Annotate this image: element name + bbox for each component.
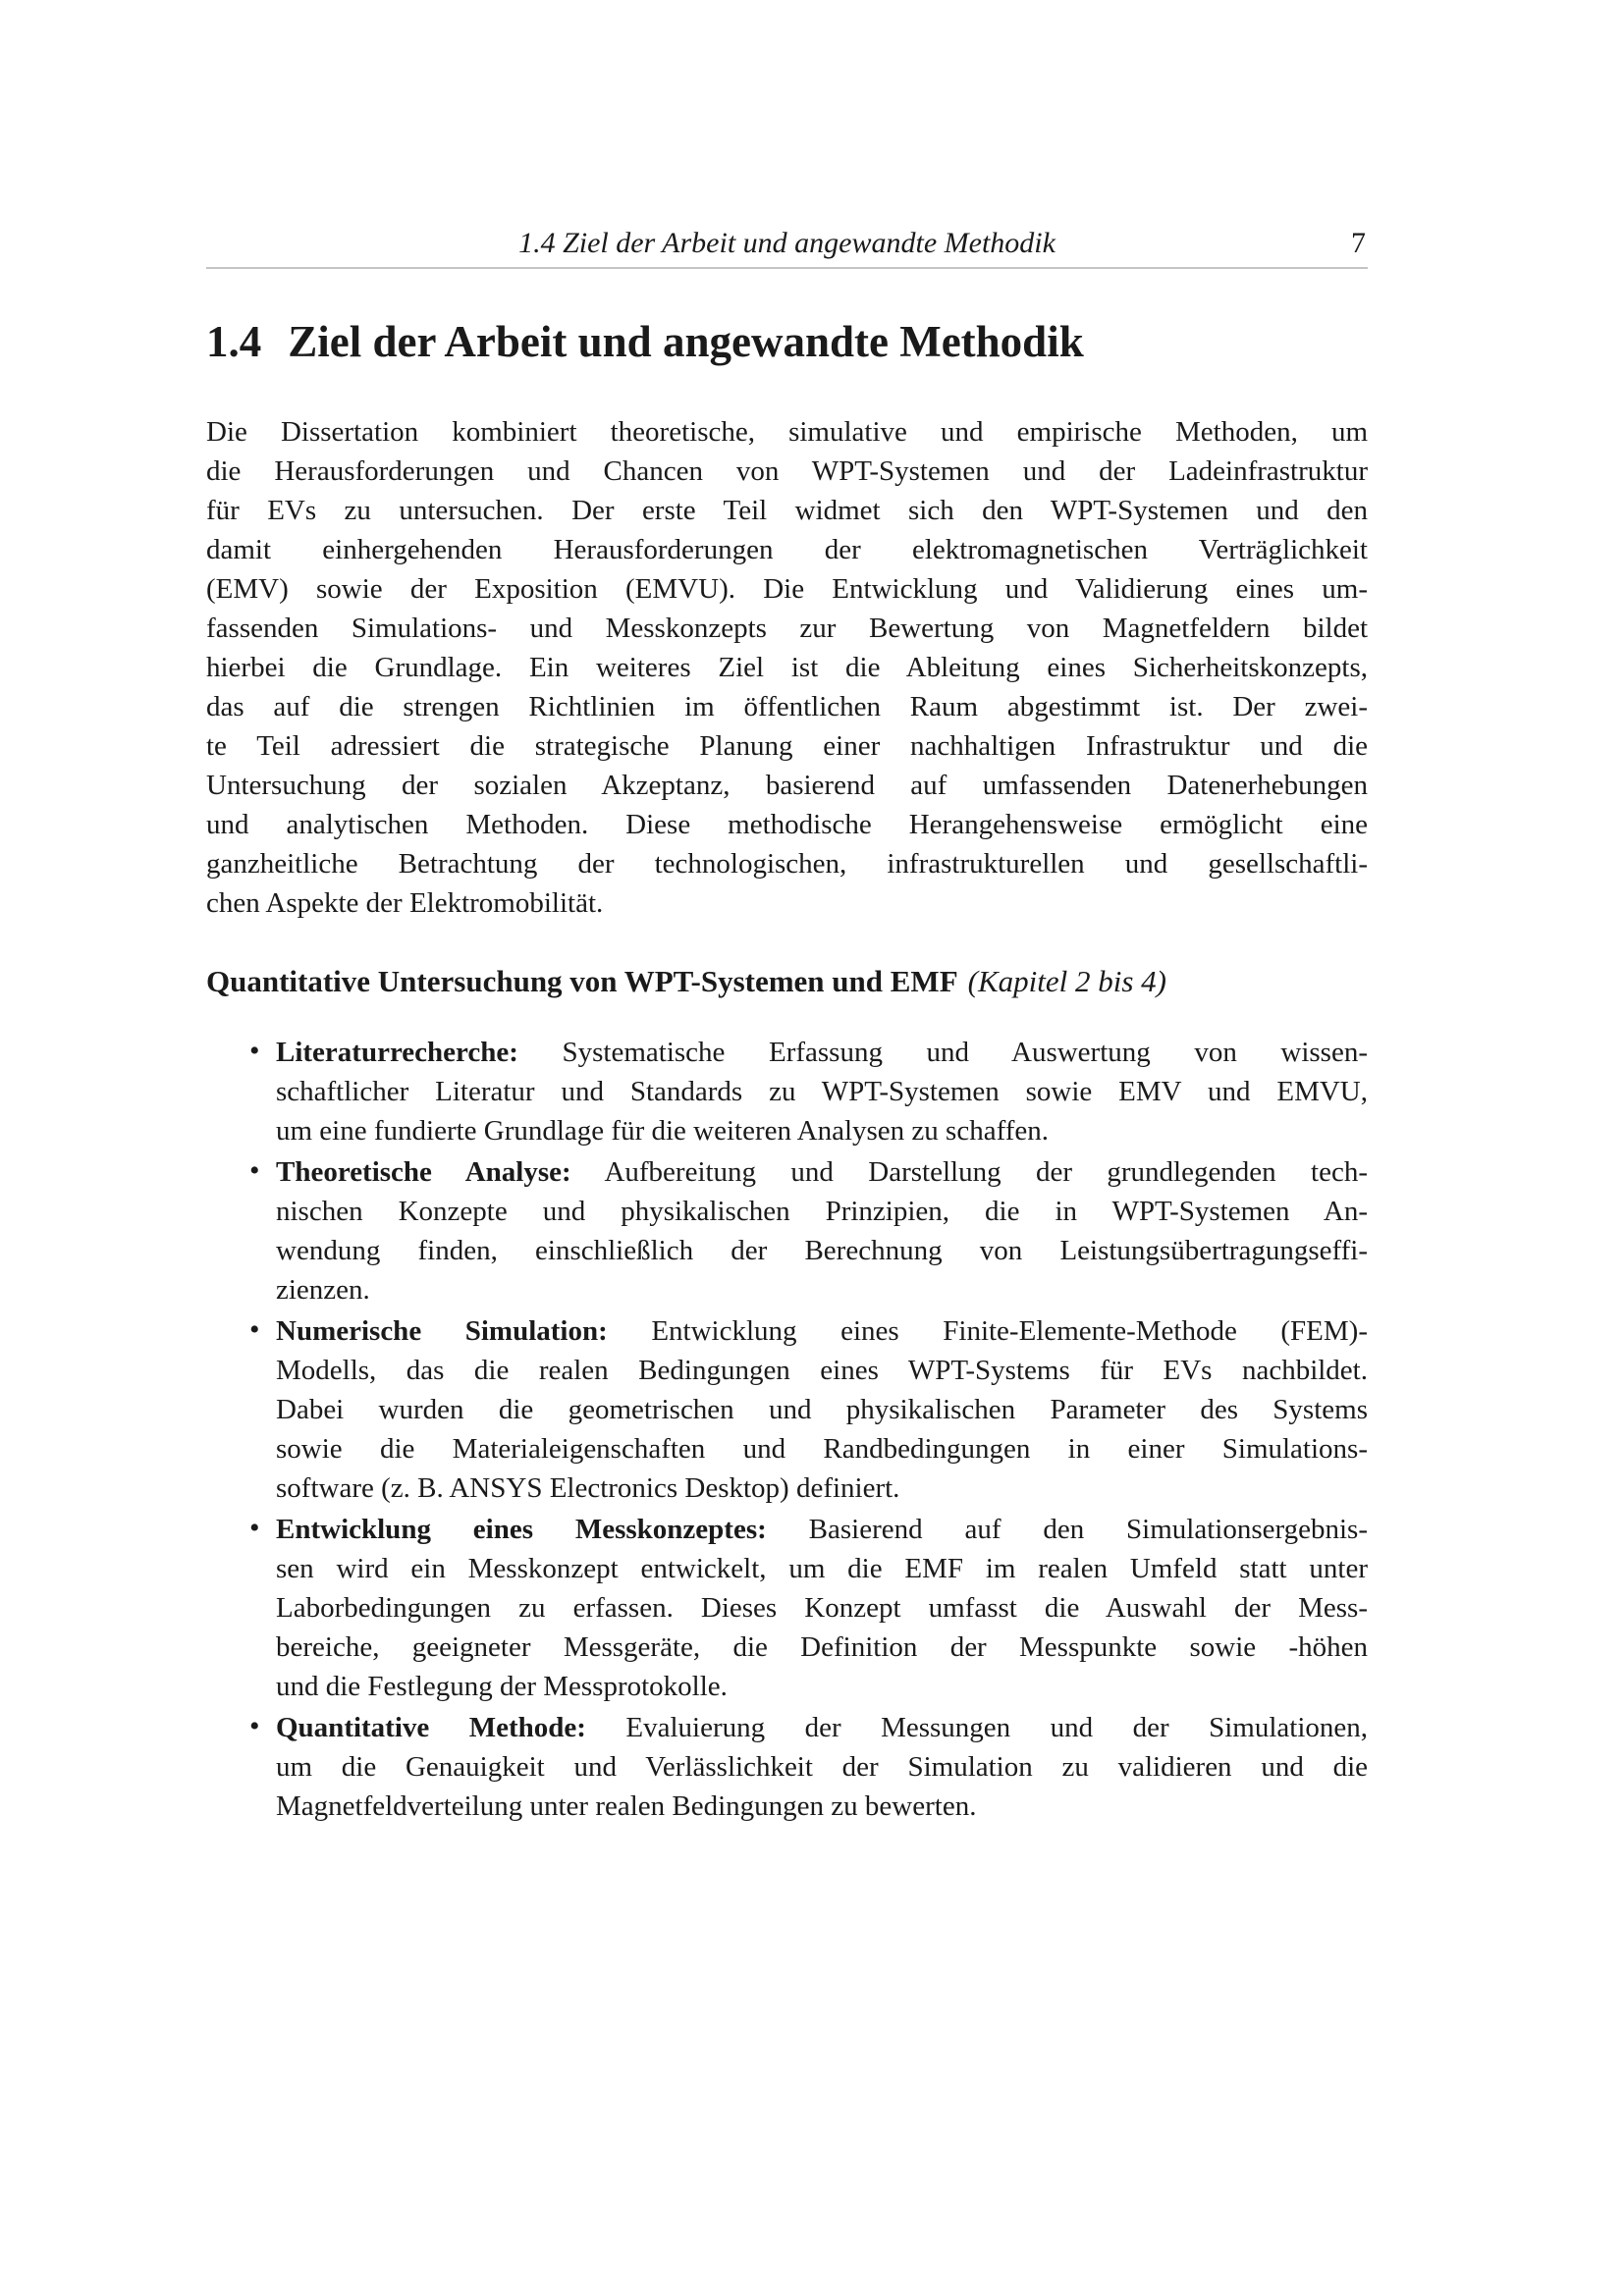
list-item-label: Numerische Simulation: (276, 1315, 608, 1347)
paragraph-line: te Teil adressiert die strategische Planung einer nachhaltigen Infrastruktur und die (206, 730, 1368, 762)
list-item-line: und die Festlegung der Messprotokolle. (276, 1671, 728, 1702)
list-item-line (276, 1708, 1368, 1747)
running-header-title: 1.4 Ziel der Arbeit und angewandte Methodik (518, 227, 1056, 259)
list-item (206, 1708, 1368, 1826)
list-item (206, 1152, 1368, 1309)
list-item-line: Laborbedingungen zu erfassen. Dieses Konzept umfasst die Auswahl der Mess- (276, 1592, 1368, 1624)
list-item-line: sen wird ein Messkonzept entwickelt, um die EMF im realen Umfeld statt unter (276, 1553, 1368, 1584)
paragraph-line: und analytischen Methoden. Diese methodische Herangehensweise ermöglicht eine (206, 809, 1368, 840)
paragraph-line: die Herausforderungen und Chancen von WPT-Systemen und der Ladeinfrastruktur (206, 455, 1368, 487)
section-title: Ziel der Arbeit und angewandte Methodik (288, 317, 1084, 366)
list-item-line (276, 1152, 1368, 1192)
bullet-list (206, 1033, 1368, 1826)
paragraph-line: fassenden Simulations- und Messkonzepts zur Bewertung von Magnetfeldern bildet (206, 613, 1368, 644)
list-item (206, 1510, 1368, 1706)
list-item-line (276, 1311, 1368, 1351)
list-item-text: Systematische Erfassung und Auswertung von wissen- (562, 1037, 1368, 1068)
list-item-text: Aufbereitung und Darstellung der grundlegenden tech- (604, 1156, 1369, 1188)
paragraph-line: hierbei die Grundlage. Ein weiteres Ziel ist die Ableitung eines Sicherheitskonzepts, (206, 652, 1368, 683)
list-item-label: Entwicklung eines Messkonzeptes: (276, 1514, 767, 1545)
paragraph-line: ganzheitliche Betrachtung der technologischen, infrastrukturellen und gesellschaftli- (206, 848, 1368, 880)
list-item-line: Modells, das die realen Bedingungen eines WPT-Systems für EVs nachbildet. (276, 1355, 1368, 1386)
section-number: 1.4 (206, 317, 262, 366)
list-item-line: um die Genauigkeit und Verlässlichkeit der Simulation zu validieren und die (276, 1751, 1368, 1783)
page-number: 7 (1351, 227, 1366, 259)
list-item-line: software (z. B. ANSYS Electronics Desktop) definiert. (276, 1472, 900, 1504)
bullet-icon: • (249, 1313, 260, 1346)
subsection-heading-italic: (Kapitel 2 bis 4) (967, 964, 1166, 998)
list-item-line: sowie die Materialeigenschaften und Randbedingungen in einer Simulations- (276, 1433, 1368, 1465)
subsection-heading (206, 960, 1483, 1003)
list-item (206, 1311, 1368, 1508)
running-header (206, 226, 1368, 265)
paragraph-line: das auf die strengen Richtlinien im öffentlichen Raum abgestimmt ist. Der zwei- (206, 691, 1368, 722)
list-item-label: Theoretische Analyse: (276, 1156, 571, 1188)
bullet-icon: • (249, 1512, 260, 1544)
paragraph-line: (EMV) sowie der Exposition (EMVU). Die Entwicklung und Validierung eines um- (206, 573, 1368, 605)
list-item-line: zienzen. (276, 1274, 370, 1306)
list-item-label: Literaturrecherche: (276, 1037, 518, 1068)
list-item-line: Magnetfeldverteilung unter realen Bedingungen zu bewerten. (276, 1790, 977, 1822)
bullet-icon: • (249, 1154, 260, 1187)
section-heading (206, 312, 1483, 371)
list-item-label: Quantitative Methode: (276, 1712, 586, 1743)
list-item-line (276, 1510, 1368, 1549)
list-item-line: nischen Konzepte und physikalischen Prinzipien, die in WPT-Systemen An- (276, 1196, 1368, 1227)
paragraph-line: chen Aspekte der Elektromobilität. (206, 887, 604, 919)
paragraph-line: Die Dissertation kombiniert theoretische, simulative und empirische Methoden, um (206, 416, 1368, 448)
paragraph-line: Untersuchung der sozialen Akzeptanz, basierend auf umfassenden Datenerhebungen (206, 770, 1368, 801)
header-rule (206, 267, 1368, 269)
paragraph-line: für EVs zu untersuchen. Der erste Teil widmet sich den WPT-Systemen und den (206, 495, 1368, 526)
bullet-icon: • (249, 1035, 260, 1067)
subsection-heading-bold: Quantitative Untersuchung von WPT-Systemen und EMF (206, 964, 958, 998)
intro-paragraph (206, 412, 1368, 923)
bullet-icon: • (249, 1710, 260, 1742)
list-item-line (276, 1033, 1368, 1072)
list-item-line: wendung finden, einschließlich der Berechnung von Leistungsübertragungseffi- (276, 1235, 1368, 1266)
list-item-line: schaftlicher Literatur und Standards zu WPT-Systemen sowie EMV und EMVU, (276, 1076, 1368, 1107)
list-item-line: um eine fundierte Grundlage für die weiteren Analysen zu schaffen. (276, 1115, 1049, 1147)
list-item-line: bereiche, geeigneter Messgeräte, die Definition der Messpunkte sowie -höhen (276, 1631, 1368, 1663)
paragraph-line: damit einhergehenden Herausforderungen der elektromagnetischen Verträglichkeit (206, 534, 1368, 565)
list-item-line: Dabei wurden die geometrischen und physikalischen Parameter des Systems (276, 1394, 1368, 1425)
list-item-text: Entwicklung eines Finite-Elemente-Methode (FEM)- (651, 1315, 1368, 1347)
list-item-text: Basierend auf den Simulationsergebnis- (808, 1514, 1369, 1545)
list-item-text: Evaluierung der Messungen und der Simulationen, (625, 1712, 1368, 1743)
list-item (206, 1033, 1368, 1150)
